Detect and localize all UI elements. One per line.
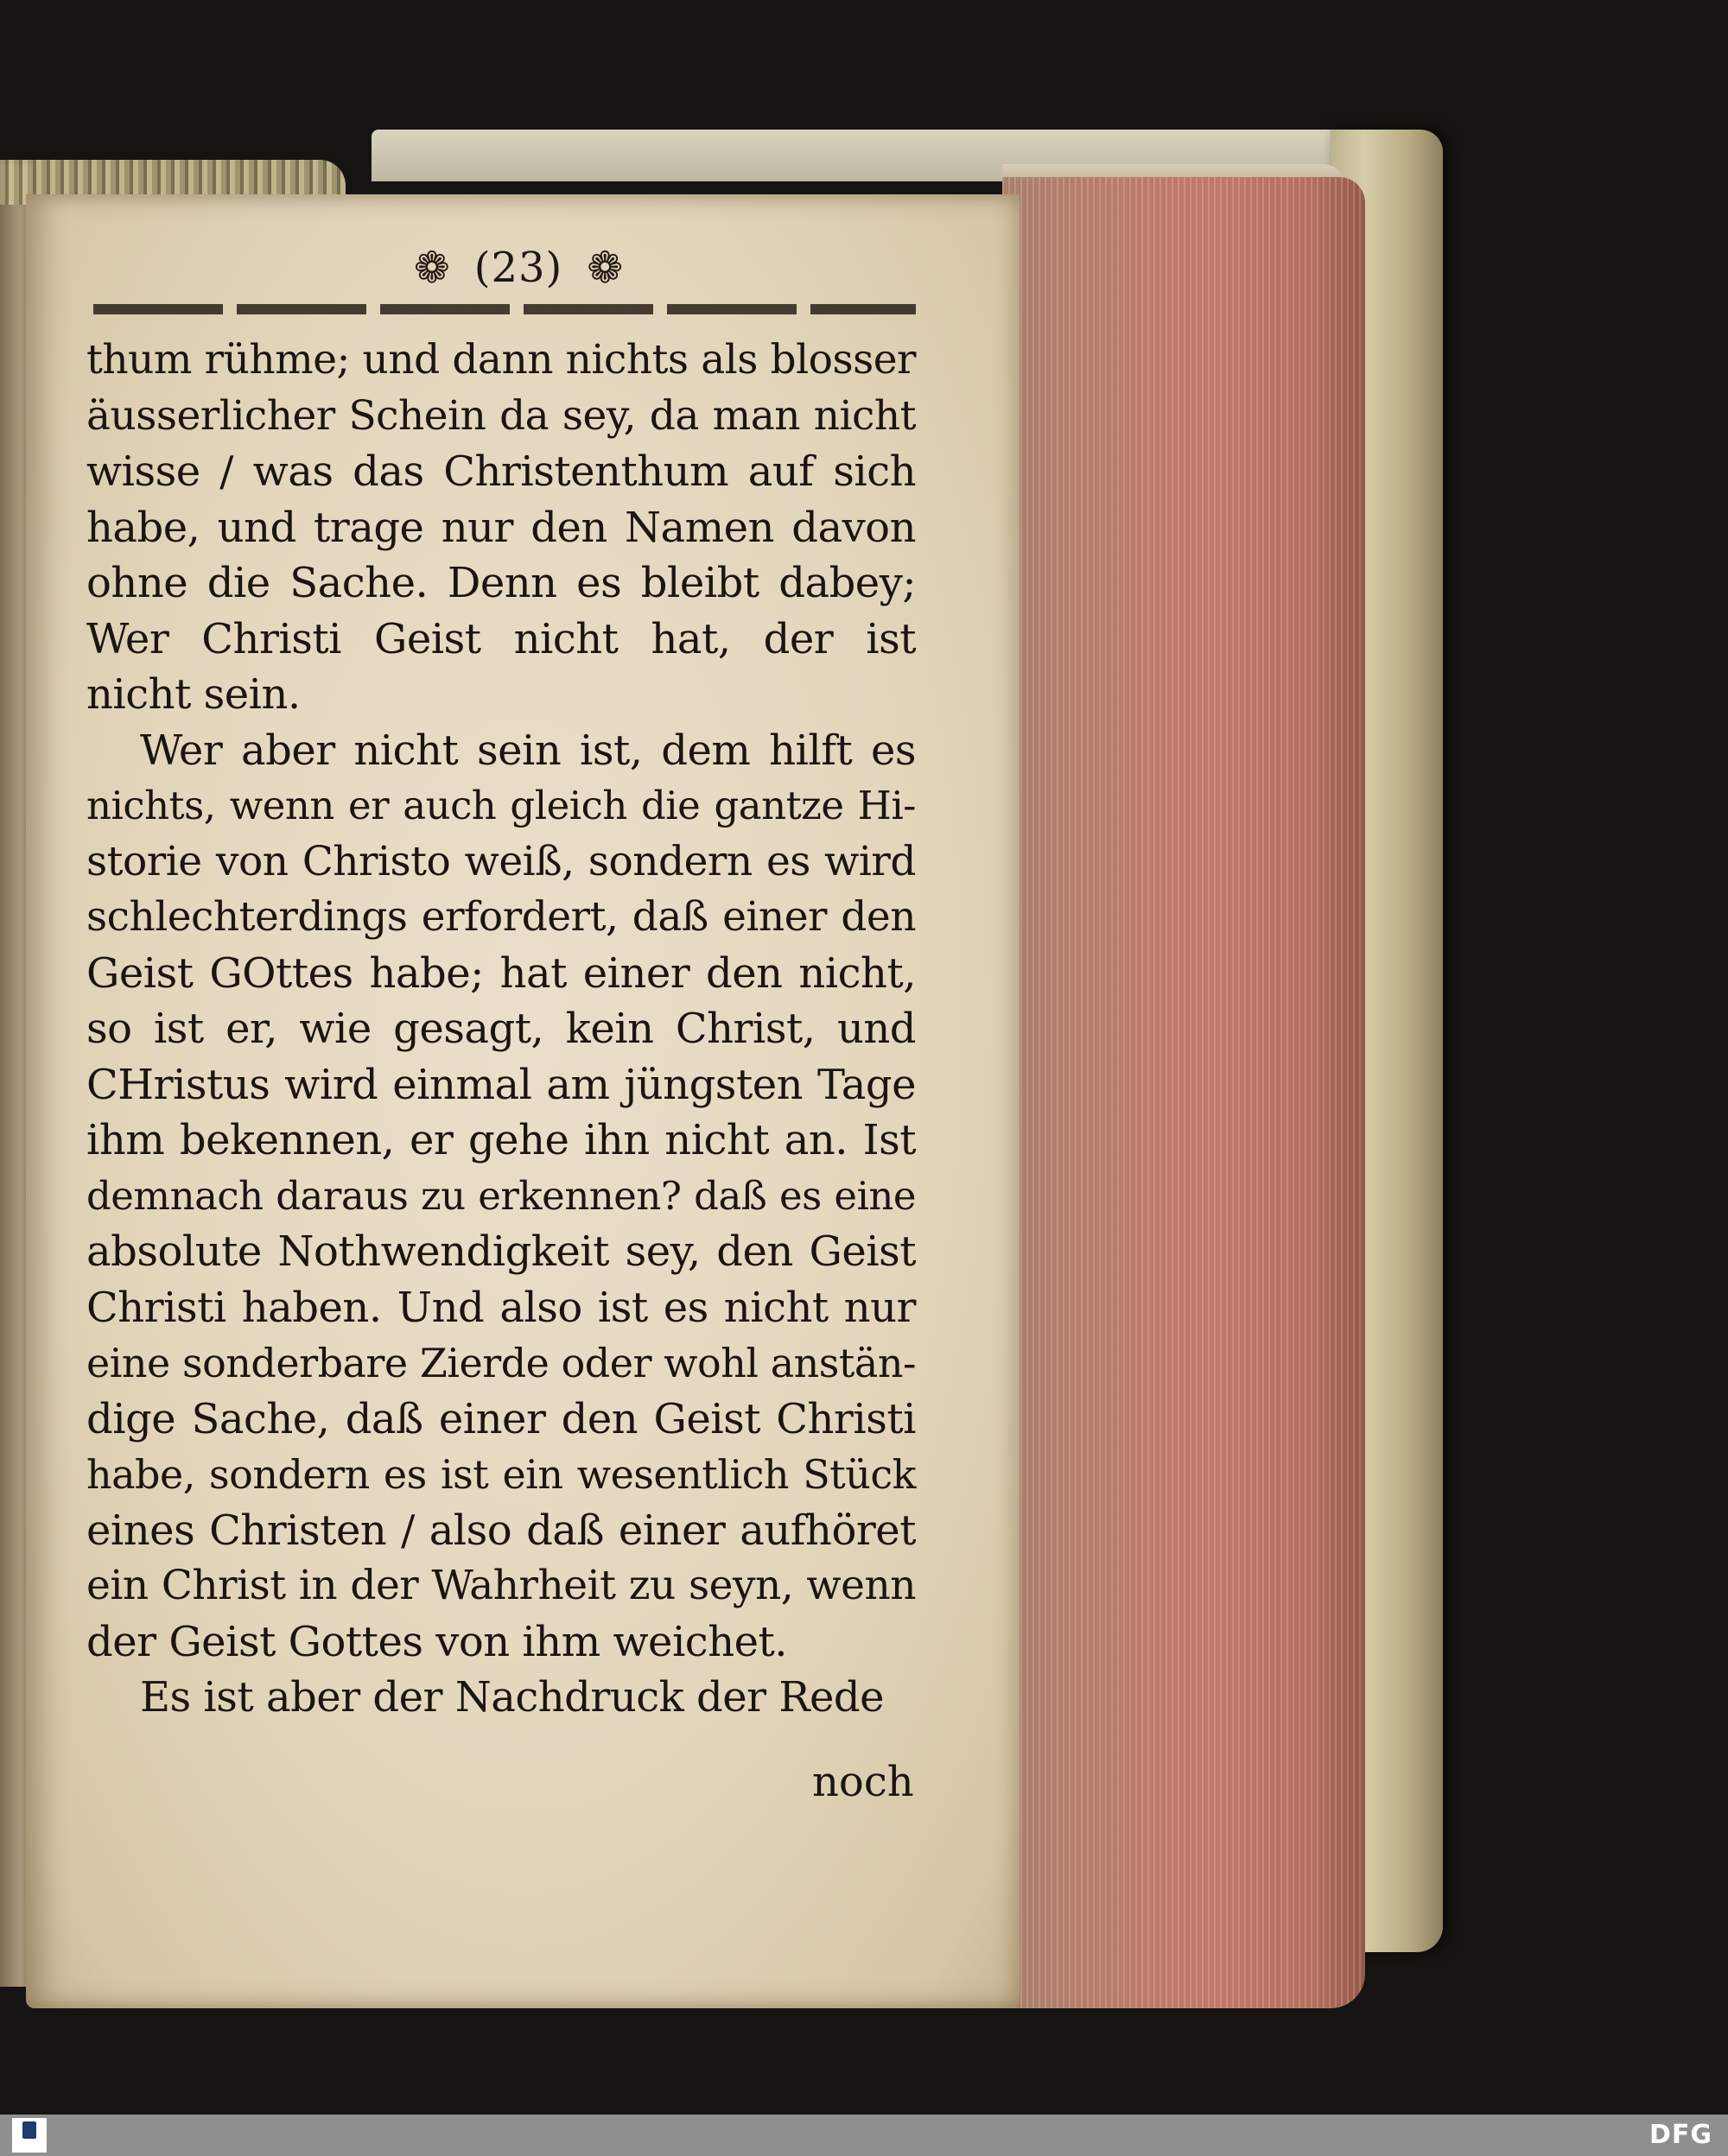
text-line: ein Christ in der Wahrheit zu seyn, wenn: [86, 1562, 916, 1609]
text-line: habe, sondern es ist ein wesentlich Stück: [86, 1451, 916, 1498]
text-line: eines Christen / also daß einer aufhöret: [86, 1506, 916, 1555]
ornament-left-icon: ❁: [413, 243, 450, 293]
text-line: habe, und trage nur den Namen davon: [86, 503, 916, 552]
text-line: CHristus wird einmal am jüngsten Tage: [86, 1060, 916, 1109]
page-number: (23): [473, 244, 563, 292]
text-line: ihm bekennen, er gehe ihn nicht an. Ist: [86, 1116, 916, 1164]
body-text: [86, 333, 916, 1726]
text-line: storie von Christo weiß, sondern es wird: [86, 837, 916, 885]
text-line: nicht sein.: [86, 670, 301, 719]
text-line: eine sonderbare Zierde oder wohl anstän-: [86, 1340, 916, 1386]
text-line: wisse / was das Christenthum auf sich: [86, 447, 916, 496]
library-logo-icon: [12, 2118, 47, 2153]
ornament-right-icon: ❁: [587, 243, 624, 293]
text-line: thum rühme; und dann nichts als blosser: [86, 336, 916, 384]
page-header: [380, 238, 657, 298]
text-line: so ist er, wie gesagt, kein Christ, und: [86, 1005, 916, 1053]
text-line: nichts, wenn er auch gleich die gantze Hi-: [86, 783, 916, 828]
text-line: ohne die Sache. Denn es bleibt dabey;: [86, 559, 916, 607]
text-line: Wer aber nicht sein ist, dem hilft es: [140, 726, 916, 775]
text-line: dige Sache, daß einer den Geist Christi: [86, 1394, 916, 1443]
text-line: Wer Christi Geist nicht hat, der ist: [86, 614, 916, 663]
catchword: noch: [812, 1758, 914, 1806]
page-block-fore-edge: [1002, 177, 1365, 2008]
text-line: schlechterdings erfordert, daß einer den: [86, 893, 916, 941]
dfg-label: DFG: [1649, 2120, 1712, 2150]
text-line: demnach daraus zu erkennen? daß es eine: [86, 1172, 916, 1219]
text-line: Es ist aber der Nachdruck der Rede: [140, 1673, 884, 1722]
text-line: der Geist Gottes von ihm weichet.: [86, 1617, 788, 1666]
text-line: Christi haben. Und also ist es nicht nur: [86, 1283, 916, 1332]
text-line: äusserlicher Schein da sey, da man nicht: [86, 391, 916, 440]
header-rule: [93, 304, 916, 314]
footer-bar: [0, 2115, 1728, 2156]
text-line: Geist GOttes habe; hat einer den nicht,: [86, 948, 916, 998]
text-line: absolute Nothwendigkeit sey, den Geist: [86, 1227, 916, 1276]
